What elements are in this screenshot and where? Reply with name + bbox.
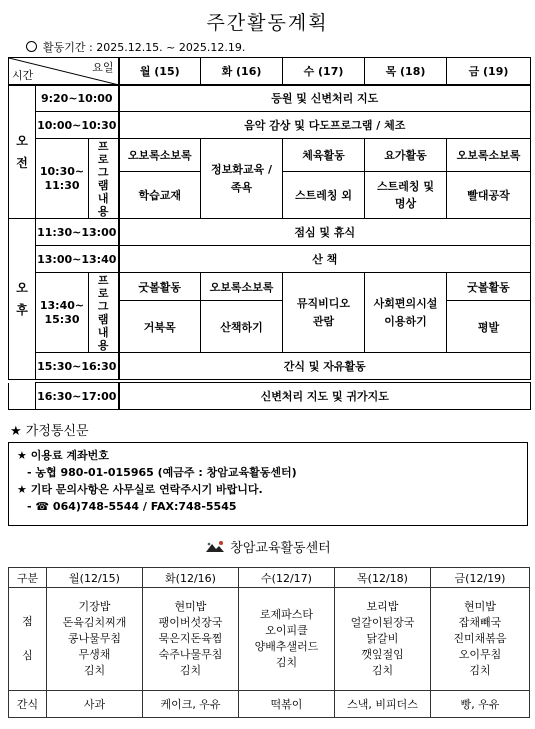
activity-cell: 점심 및 휴식 <box>119 219 531 246</box>
am-label-text: 오전 <box>16 133 28 170</box>
notice-line: ★ 기타 문의사항은 사무실로 연락주시기 바랍니다. <box>17 483 263 496</box>
notice-line: - 농협 980-01-015965 (예금주 : 창암교육활동센터) <box>27 466 297 479</box>
program-text: 스트레칭 및 명상 <box>377 180 434 210</box>
notice-line: ★ 이용료 계좌번호 <box>17 449 109 462</box>
menu-header-cell: 목(12/18) <box>335 568 431 588</box>
lunch-menu-wed <box>239 588 335 691</box>
menu-header-cell: 금(12/19) <box>431 568 530 588</box>
center-name <box>0 537 535 556</box>
time-cell: 16:30~17:00 <box>36 383 119 410</box>
time-cell: 15:30~16:30 <box>36 353 119 380</box>
time-cell: 9:20~10:00 <box>36 85 119 112</box>
menu-item: 무생채 <box>78 648 111 661</box>
menu-item: 얼갈이된장국 <box>350 616 415 629</box>
header-time-label: 시간 <box>12 68 34 82</box>
menu-item: 김치 <box>371 664 394 677</box>
menu-header-cell: 월(12/15) <box>47 568 143 588</box>
program-cell: 굿볼활동 <box>119 273 201 301</box>
lunch-menu-tue <box>143 588 239 691</box>
notice-box <box>8 442 528 526</box>
menu-item: 팽이버섯장국 <box>158 616 223 629</box>
menu-item: 오이피클 <box>265 624 308 637</box>
program-label <box>89 139 119 219</box>
program-text: 정보화교육 / 족욕 <box>211 162 272 194</box>
program-cell: 오보록소보록 <box>447 139 531 172</box>
program-cell <box>283 273 365 353</box>
weekly-schedule-table <box>8 57 531 407</box>
program-cell <box>365 172 447 219</box>
program-cell: 거북목 <box>119 301 201 353</box>
program-text: 사회편의시설 이용하기 <box>373 296 438 328</box>
snack-cell: 빵, 우유 <box>431 691 530 718</box>
menu-header-cell: 수(12/17) <box>239 568 335 588</box>
program-text: 뮤직비디오 관람 <box>296 296 351 328</box>
program-label-text: 프로그램내용 <box>97 139 109 218</box>
activity-cell: 간식 및 자유활동 <box>119 353 531 380</box>
menu-item: 김치 <box>469 664 491 677</box>
menu-item: 보리밥 <box>366 600 399 613</box>
program-cell <box>201 139 283 219</box>
time-cell: 11:30~13:00 <box>36 219 119 246</box>
page-title: 주간활동계획 <box>206 12 329 34</box>
activity-cell: 음악 감상 및 다도프로그램 / 체조 <box>119 112 531 139</box>
menu-item: 콩나물무침 <box>67 632 122 645</box>
program-label <box>89 273 119 353</box>
menu-item: 김치 <box>179 664 202 677</box>
notice-title <box>10 420 89 439</box>
activity-period-text: 활동기간 : 2025.12.15. ~ 2025.12.19. <box>43 41 246 54</box>
program-cell: 학습교재 <box>119 172 201 219</box>
lunch-label-2: 심 <box>22 649 33 662</box>
program-cell: 산책하기 <box>201 301 283 353</box>
notice-line: - ☎ 064)748-5544 / FAX:748-5545 <box>27 500 237 513</box>
day-header-mon: 월 (15) <box>119 58 201 85</box>
day-header-wed: 수 (17) <box>283 58 365 85</box>
program-cell: 빨대공작 <box>447 172 531 219</box>
program-cell: 굿볼활동 <box>447 273 531 301</box>
menu-item: 기장밥 <box>78 600 111 613</box>
time-cell <box>36 273 89 353</box>
program-cell: 체육활동 <box>283 139 365 172</box>
menu-item: 잡채빼국 <box>458 616 502 629</box>
menu-item: 로제파스타 <box>259 608 314 621</box>
day-header-thu: 목 (18) <box>365 58 447 85</box>
pm-label-continued <box>9 383 36 410</box>
menu-item: 김치 <box>83 664 106 677</box>
logo-icon <box>204 540 226 554</box>
program-cell: 요가활동 <box>365 139 447 172</box>
activity-period <box>26 39 245 55</box>
program-cell: 오보록소보록 <box>201 273 283 301</box>
snack-cell: 떡볶이 <box>239 691 335 718</box>
menu-item: 진미채볶음 <box>453 632 507 645</box>
lunch-menu-thu <box>335 588 431 691</box>
snack-label: 간식 <box>9 691 47 718</box>
meal-menu-table <box>8 567 530 718</box>
menu-item: 현미밥 <box>464 600 496 613</box>
schedule-corner-cell <box>9 58 119 85</box>
lunch-menu-mon <box>47 588 143 691</box>
menu-item: 양배추샐러드 <box>254 640 319 653</box>
snack-cell: 케이크, 우유 <box>143 691 239 718</box>
snack-cell: 스낵, 비피더스 <box>335 691 431 718</box>
activity-cell: 신변처리 지도 및 귀가지도 <box>119 383 531 410</box>
activity-cell: 산 책 <box>119 246 531 273</box>
time-cell: 10:00~10:30 <box>36 112 119 139</box>
program-cell <box>365 273 447 353</box>
time-cell: 13:00~13:40 <box>36 246 119 273</box>
program-cell: 스트레칭 외 <box>283 172 365 219</box>
menu-item: 숙주나물무침 <box>158 648 223 661</box>
lunch-menu-fri <box>431 588 530 691</box>
program-cell: 평발 <box>447 301 531 353</box>
program-cell: 오보록소보록 <box>119 139 201 172</box>
menu-item: 오이무침 <box>458 648 502 661</box>
menu-header-cell: 구분 <box>9 568 47 588</box>
am-label <box>9 85 36 219</box>
menu-header-cell: 화(12/16) <box>143 568 239 588</box>
activity-cell: 등원 및 신변처리 지도 <box>119 85 531 112</box>
schedule-last-row <box>8 382 531 410</box>
day-header-tue: 화 (16) <box>201 58 283 85</box>
menu-item: 묵은지돈육찜 <box>158 632 223 645</box>
time-text: 10:30~11:30 <box>39 164 85 192</box>
time-text: 13:40~15:30 <box>39 298 85 326</box>
snack-cell: 사과 <box>47 691 143 718</box>
time-cell <box>36 139 89 219</box>
lunch-label-1: 점 <box>22 615 33 628</box>
menu-item: 현미밥 <box>174 600 207 613</box>
notice-title-text: 가정통신문 <box>25 424 89 439</box>
program-label-text: 프로그램내용 <box>97 273 109 352</box>
circle-icon <box>26 41 37 52</box>
header-day-label: 요일 <box>92 61 114 74</box>
center-name-text: 창암교육활동센터 <box>230 541 331 556</box>
menu-item: 돈육김치찌개 <box>62 616 127 629</box>
day-header-fri: 금 (19) <box>447 58 531 85</box>
lunch-label <box>9 588 47 691</box>
menu-item: 닭갈비 <box>366 632 399 645</box>
menu-item: 김치 <box>275 656 298 669</box>
pm-label <box>9 219 36 380</box>
menu-item: 깻잎절임 <box>361 648 404 661</box>
star-icon: ★ <box>10 424 22 439</box>
pm-label-text: 오후 <box>16 281 28 317</box>
